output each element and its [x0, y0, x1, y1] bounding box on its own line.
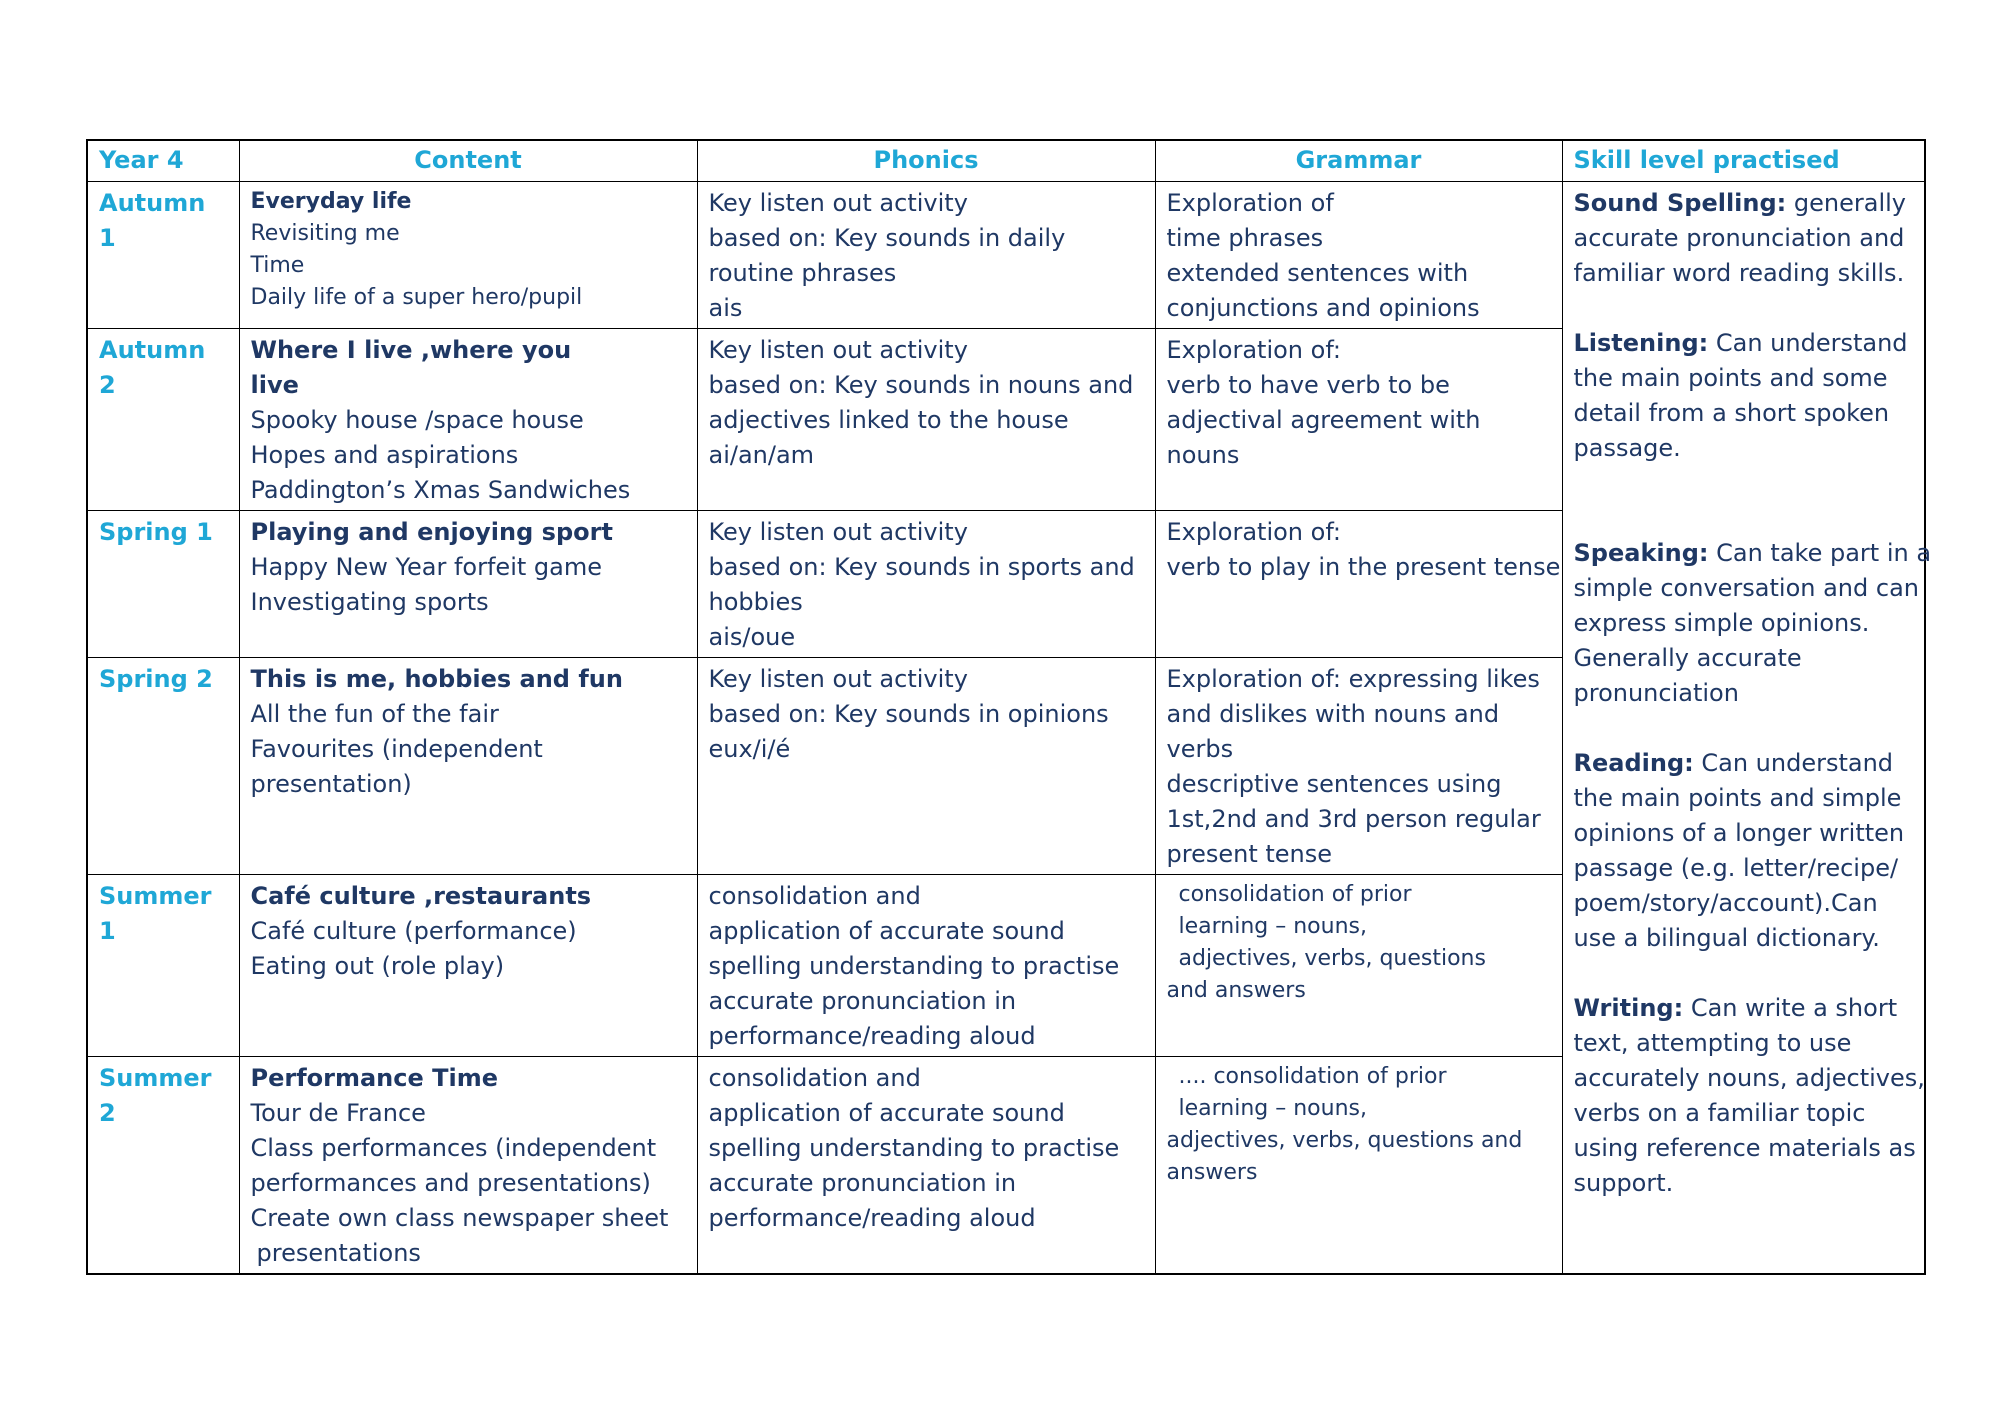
skill-line: the main points and some	[1573, 364, 1888, 392]
phonics-cell	[697, 1057, 1155, 1275]
content-line: Paddington’s Xmas Sandwiches	[250, 476, 631, 504]
grammar-line: Exploration of: expressing likes	[1166, 665, 1540, 693]
skill-line: Can write a short	[1683, 994, 1898, 1022]
content-line: presentation)	[250, 770, 412, 798]
skill-line: generally	[1786, 189, 1906, 217]
content-line: Eating out (role play)	[250, 952, 505, 980]
content-line: Class performances (independent	[250, 1134, 657, 1162]
grammar-line: verb to play in the present tense	[1166, 553, 1561, 581]
phonics-line: accurate pronunciation in	[708, 1169, 1017, 1197]
grammar-line: adjectives, verbs, questions	[1178, 946, 1486, 971]
phonics-line: accurate pronunciation in	[708, 987, 1017, 1015]
skill-reading	[1574, 746, 1914, 956]
phonics-cell	[697, 511, 1155, 658]
phonics-line: based on: Key sounds in sports and	[708, 553, 1135, 581]
content-line: Time	[250, 253, 305, 278]
skill-line: Can understand	[1708, 329, 1908, 357]
grammar-line: answers	[1166, 1160, 1258, 1185]
phonics-line: hobbies	[708, 588, 803, 616]
grammar-line: extended sentences with	[1166, 259, 1469, 287]
content-topic: Playing and enjoying sport	[250, 518, 613, 546]
grammar-line: learning – nouns,	[1178, 914, 1367, 939]
phonics-line: ais/oue	[708, 623, 796, 651]
content-line: Revisiting me	[250, 221, 400, 246]
content-line: Spooky house /space house	[250, 406, 584, 434]
skill-line: accurately nouns, adjectives,	[1573, 1064, 1925, 1092]
grammar-line: 1st,2nd and 3rd person regular	[1166, 805, 1541, 833]
phonics-line: based on: Key sounds in daily	[708, 224, 1066, 252]
content-line: All the fun of the fair	[250, 700, 499, 728]
grammar-line: nouns	[1166, 441, 1240, 469]
skill-line: the main points and simple	[1573, 784, 1902, 812]
header-year: Year 4	[87, 140, 239, 182]
grammar-line: Exploration of:	[1166, 518, 1341, 546]
content-line: Daily life of a super hero/pupil	[250, 285, 583, 310]
term-cell: Summer 1	[87, 875, 239, 1057]
term-cell: Spring 1	[87, 511, 239, 658]
grammar-line: and answers	[1166, 978, 1306, 1003]
content-topic: This is me, hobbies and fun	[250, 665, 623, 693]
term-cell: Autumn 2	[87, 329, 239, 511]
content-cell	[239, 329, 697, 511]
skills-cell	[1562, 182, 1932, 1275]
content-line: Tour de France	[250, 1099, 426, 1127]
phonics-line: Key listen out activity	[708, 189, 968, 217]
content-cell	[239, 658, 697, 875]
grammar-cell	[1155, 511, 1562, 658]
term-cell: Spring 2	[87, 658, 239, 875]
grammar-line: adjectival agreement with	[1166, 406, 1481, 434]
grammar-line: time phrases	[1166, 224, 1324, 252]
content-cell	[239, 875, 697, 1057]
skill-name: Sound Spelling:	[1573, 189, 1787, 217]
curriculum-table	[86, 139, 1932, 1275]
phonics-line: ais	[708, 294, 743, 322]
grammar-line: consolidation of prior	[1178, 882, 1412, 907]
skill-line: accurate pronunciation and	[1573, 224, 1905, 252]
skill-line: passage (e.g. letter/recipe/	[1573, 854, 1899, 882]
skill-line: verbs on a familiar topic	[1573, 1099, 1866, 1127]
phonics-line: consolidation and	[708, 882, 921, 910]
table-row	[87, 182, 1925, 329]
grammar-line: verb to have verb to be	[1166, 371, 1450, 399]
skill-line: pronunciation	[1573, 679, 1739, 707]
content-topic: Café culture ,restaurants	[250, 882, 592, 910]
skill-listening	[1574, 326, 1914, 466]
content-topic: Performance Time	[250, 1064, 498, 1092]
skill-line: simple conversation and can	[1573, 574, 1919, 602]
grammar-line: conjunctions and opinions	[1166, 294, 1480, 322]
content-topic: Everyday life	[250, 189, 412, 214]
skill-name: Reading:	[1573, 749, 1694, 777]
grammar-line: Exploration of	[1166, 189, 1334, 217]
grammar-line: descriptive sentences using	[1166, 770, 1502, 798]
content-topic: live	[250, 371, 299, 399]
phonics-line: ai/an/am	[708, 441, 815, 469]
content-line: Investigating sports	[250, 588, 489, 616]
phonics-line: Key listen out activity	[708, 336, 968, 364]
header-phonics: Phonics	[697, 140, 1155, 182]
phonics-line: adjectives linked to the house	[708, 406, 1069, 434]
grammar-cell	[1155, 329, 1562, 511]
skill-line: using reference materials as	[1573, 1134, 1916, 1162]
grammar-line: learning – nouns,	[1178, 1096, 1367, 1121]
grammar-cell	[1155, 182, 1562, 329]
skill-line: express simple opinions.	[1573, 609, 1870, 637]
phonics-line: performance/reading aloud	[708, 1022, 1036, 1050]
term-cell: Summer 2	[87, 1057, 239, 1275]
skill-line: familiar word reading skills.	[1573, 259, 1905, 287]
skill-line: text, attempting to use	[1573, 1029, 1852, 1057]
header-row	[87, 140, 1925, 182]
phonics-cell	[697, 875, 1155, 1057]
content-line: presentations	[256, 1239, 421, 1267]
grammar-line: Exploration of:	[1166, 336, 1341, 364]
skill-line: Can understand	[1693, 749, 1894, 777]
header-content: Content	[239, 140, 697, 182]
phonics-line: consolidation and	[708, 1064, 921, 1092]
skill-line: opinions of a longer written	[1573, 819, 1905, 847]
phonics-line: based on: Key sounds in opinions	[708, 700, 1109, 728]
phonics-line: application of accurate sound	[708, 1099, 1065, 1127]
skill-line: passage.	[1573, 434, 1681, 462]
content-cell	[239, 182, 697, 329]
phonics-line: spelling understanding to practise	[708, 952, 1120, 980]
grammar-line: verbs	[1166, 735, 1234, 763]
content-cell	[239, 1057, 697, 1275]
grammar-line: adjectives, verbs, questions and	[1166, 1128, 1523, 1153]
grammar-cell	[1155, 1057, 1562, 1275]
phonics-cell	[697, 182, 1155, 329]
content-line: Favourites (independent	[250, 735, 543, 763]
header-grammar: Grammar	[1155, 140, 1562, 182]
phonics-line: performance/reading aloud	[708, 1204, 1036, 1232]
skill-speaking	[1573, 536, 1932, 711]
header-skill-level: Skill level practised	[1562, 140, 1925, 182]
grammar-line: present tense	[1166, 840, 1333, 868]
grammar-cell	[1155, 658, 1562, 875]
phonics-line: spelling understanding to practise	[708, 1134, 1120, 1162]
skill-sound-spelling	[1574, 186, 1914, 291]
skill-name: Listening:	[1573, 329, 1709, 357]
phonics-line: eux/i/é	[708, 735, 791, 763]
skill-line: Generally accurate	[1573, 644, 1802, 672]
skill-line: detail from a short spoken	[1573, 399, 1890, 427]
content-line: Happy New Year forfeit game	[250, 553, 602, 581]
content-line: performances and presentations)	[250, 1169, 651, 1197]
phonics-line: application of accurate sound	[708, 917, 1065, 945]
phonics-line: Key listen out activity	[708, 665, 968, 693]
phonics-line: based on: Key sounds in nouns and	[708, 371, 1134, 399]
phonics-line: routine phrases	[708, 259, 897, 287]
phonics-cell	[697, 658, 1155, 875]
grammar-line: and dislikes with nouns and	[1166, 700, 1500, 728]
skill-writing	[1573, 991, 1925, 1201]
grammar-line: .... consolidation of prior	[1178, 1064, 1447, 1089]
curriculum-document	[86, 139, 1932, 1275]
grammar-cell	[1155, 875, 1562, 1057]
skill-line: use a bilingual dictionary.	[1573, 924, 1880, 952]
skill-line: Can take part in a	[1708, 539, 1932, 567]
content-line: Café culture (performance)	[250, 917, 577, 945]
content-line: Hopes and aspirations	[250, 441, 519, 469]
content-topic: Where I live ,where you	[250, 336, 572, 364]
skill-line: poem/story/account).Can	[1573, 889, 1878, 917]
skill-name: Writing:	[1573, 994, 1684, 1022]
skill-line: support.	[1573, 1169, 1674, 1197]
phonics-cell	[697, 329, 1155, 511]
content-line: Create own class newspaper sheet	[250, 1204, 669, 1232]
content-cell	[239, 511, 697, 658]
skill-name: Speaking:	[1573, 539, 1709, 567]
phonics-line: Key listen out activity	[708, 518, 968, 546]
term-cell: Autumn 1	[87, 182, 239, 329]
